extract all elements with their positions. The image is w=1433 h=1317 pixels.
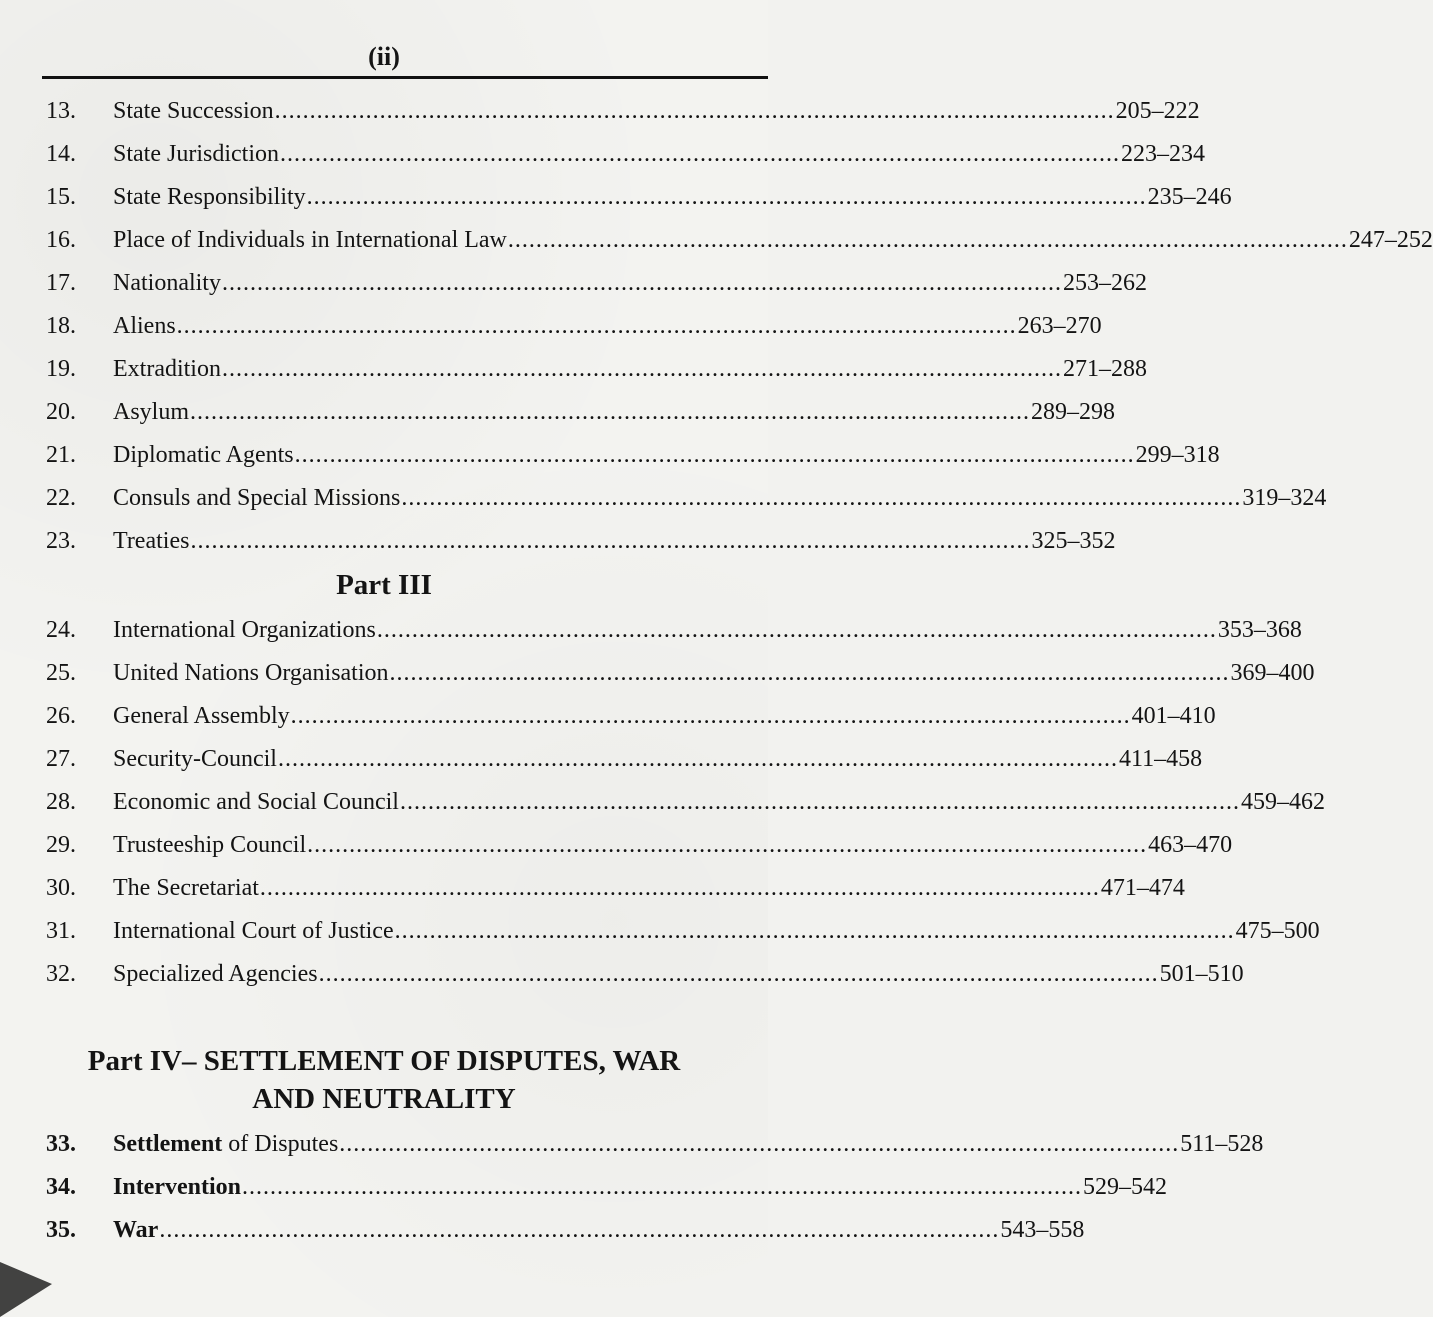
entry-title: Trusteeship Council xyxy=(113,832,307,858)
entry-pages: 253–262 xyxy=(1062,270,1147,296)
entry-number: 35. xyxy=(46,1217,76,1243)
dot-leader: ........................................................................................................................ xyxy=(339,1131,1180,1157)
toc-entry-35 xyxy=(0,1212,1085,1248)
entry-number: 22. xyxy=(46,485,76,511)
entry-title: Specialized Agencies xyxy=(113,961,318,987)
entry-title: Nationality xyxy=(113,270,221,296)
header-rule xyxy=(42,76,768,79)
entry-pages: 353–368 xyxy=(1217,617,1302,643)
part-4-heading-line-2: AND NEUTRALITY xyxy=(252,1083,516,1115)
dot-leader: ........................................................................................................................ xyxy=(399,789,1240,815)
entry-title: Treaties xyxy=(113,528,190,554)
entry-number: 24. xyxy=(46,617,76,643)
toc-entry-17 xyxy=(0,265,1147,301)
toc-entry-28 xyxy=(0,784,1325,820)
entry-title: International Organizations xyxy=(113,617,376,643)
entry-title: Aliens xyxy=(113,313,176,339)
page-corner-smudge xyxy=(0,1262,52,1317)
entry-pages: 235–246 xyxy=(1147,184,1232,210)
toc-entry-18 xyxy=(0,308,1102,344)
dot-leader: ........................................................................................................................ xyxy=(306,184,1147,210)
entry-number: 26. xyxy=(46,703,76,729)
dot-leader: ........................................................................................................................ xyxy=(389,660,1230,686)
entry-number: 30. xyxy=(46,875,76,901)
dot-leader: ........................................................................................................................ xyxy=(176,313,1017,339)
entry-pages: 411–458 xyxy=(1118,746,1203,772)
toc-entry-20 xyxy=(0,394,1116,430)
toc-entry-29 xyxy=(0,827,1233,863)
entry-pages: 223–234 xyxy=(1120,141,1205,167)
toc-entry-13 xyxy=(0,93,1200,129)
dot-leader: ........................................................................................................................ xyxy=(376,617,1217,643)
dot-leader: ........................................................................................................................ xyxy=(242,1174,1082,1200)
entry-pages: 369–400 xyxy=(1230,660,1315,686)
toc-entry-14 xyxy=(0,136,1205,172)
entry-pages: 471–474 xyxy=(1100,875,1185,901)
entry-title: Economic and Social Council xyxy=(113,789,399,815)
part-4-heading xyxy=(0,1042,768,1118)
entry-title xyxy=(113,1169,241,1205)
dot-leader: ........................................................................................................................ xyxy=(277,746,1118,772)
entry-title-rest: of Disputes xyxy=(222,1131,339,1157)
entry-pages: 289–298 xyxy=(1031,399,1116,425)
entry-number: 20. xyxy=(46,399,76,425)
entry-pages: 501–510 xyxy=(1159,961,1244,987)
entry-number: 34. xyxy=(46,1174,76,1200)
entry-title: The Secretariat xyxy=(113,875,259,901)
dot-leader: ........................................................................................................................ xyxy=(190,399,1031,425)
toc-entry-21 xyxy=(0,437,1220,473)
entry-pages: 401–410 xyxy=(1131,703,1216,729)
entry-pages: 247–252 xyxy=(1348,227,1433,253)
entry-pages: 271–288 xyxy=(1062,356,1147,382)
entry-number: 29. xyxy=(46,832,76,858)
entry-number: 14. xyxy=(46,141,76,167)
toc-entry-30 xyxy=(0,870,1185,906)
entry-title xyxy=(113,1126,338,1162)
entry-pages: 511–528 xyxy=(1180,1131,1264,1157)
entry-pages: 463–470 xyxy=(1148,832,1233,858)
entry-number: 28. xyxy=(46,789,76,815)
toc-entry-27 xyxy=(0,741,1203,777)
entry-pages: 299–318 xyxy=(1135,442,1220,468)
entry-title: Diplomatic Agents xyxy=(113,442,294,468)
dot-leader: ........................................................................................................................ xyxy=(279,141,1120,167)
entry-number: 13. xyxy=(46,98,76,124)
toc-entry-25 xyxy=(0,655,1315,691)
entry-title-bold: Settlement xyxy=(113,1131,223,1157)
entry-title: State Jurisdiction xyxy=(113,141,279,167)
entry-pages: 475–500 xyxy=(1235,918,1320,944)
entry-title: Extradition xyxy=(113,356,221,382)
entry-pages: 205–222 xyxy=(1115,98,1200,124)
entry-pages: 529–542 xyxy=(1083,1174,1167,1200)
entry-number: 33. xyxy=(46,1131,76,1157)
toc-entry-31 xyxy=(0,913,1320,949)
entry-number: 32. xyxy=(46,961,76,987)
dot-leader: ........................................................................................................................ xyxy=(294,442,1135,468)
toc-entry-22 xyxy=(0,480,1327,516)
entry-number: 31. xyxy=(46,918,76,944)
entry-title: State Responsibility xyxy=(113,184,306,210)
entry-number: 15. xyxy=(46,184,76,210)
entry-title: Place of Individuals in International Law xyxy=(113,227,507,253)
dot-leader: ........................................................................................................................ xyxy=(221,270,1062,296)
dot-leader: ........................................................................................................................ xyxy=(507,227,1348,253)
part-4-heading-line-1: Part IV– SETTLEMENT OF DISPUTES, WAR xyxy=(87,1045,681,1077)
entry-title: Consuls and Special Missions xyxy=(113,485,401,511)
entry-number: 19. xyxy=(46,356,76,382)
dot-leader: ........................................................................................................................ xyxy=(307,832,1148,858)
entry-number: 23. xyxy=(46,528,76,554)
entry-number: 16. xyxy=(46,227,76,253)
entry-number: 21. xyxy=(46,442,76,468)
page-number: (ii) xyxy=(368,42,400,71)
toc-entry-32 xyxy=(0,956,1244,992)
dot-leader: ........................................................................................................................ xyxy=(159,1217,1000,1243)
entry-pages: 263–270 xyxy=(1017,313,1102,339)
entry-title: Security-Council xyxy=(113,746,277,772)
entry-title xyxy=(113,1212,158,1248)
part-3-heading: Part III xyxy=(336,569,432,601)
entry-pages: 325–352 xyxy=(1031,528,1116,554)
entry-title: United Nations Organisation xyxy=(113,660,389,686)
dot-leader: ........................................................................................................................ xyxy=(259,875,1100,901)
entry-number: 17. xyxy=(46,270,76,296)
dot-leader: ........................................................................................................................ xyxy=(190,528,1031,554)
toc-entry-15 xyxy=(0,179,1232,215)
entry-title-bold: War xyxy=(113,1217,159,1243)
toc-entry-19 xyxy=(0,351,1147,387)
entry-number: 25. xyxy=(46,660,76,686)
dot-leader: ........................................................................................................................ xyxy=(318,961,1159,987)
toc-entry-16 xyxy=(0,222,1433,258)
entry-number: 27. xyxy=(46,746,76,772)
entry-pages: 319–324 xyxy=(1242,485,1327,511)
toc-entry-34 xyxy=(0,1169,1167,1205)
entry-pages: 543–558 xyxy=(1000,1217,1085,1243)
toc-entry-33 xyxy=(0,1126,1264,1162)
toc-entry-24 xyxy=(0,612,1302,648)
entry-pages: 459–462 xyxy=(1240,789,1325,815)
dot-leader: ........................................................................................................................ xyxy=(394,918,1235,944)
entry-title-bold: Intervention xyxy=(113,1174,241,1200)
entry-title: Asylum xyxy=(113,399,190,425)
entry-number: 18. xyxy=(46,313,76,339)
dot-leader: ........................................................................................................................ xyxy=(221,356,1062,382)
dot-leader: ........................................................................................................................ xyxy=(290,703,1131,729)
entry-title: International Court of Justice xyxy=(113,918,394,944)
dot-leader: ........................................................................................................................ xyxy=(401,485,1242,511)
entry-title: State Succession xyxy=(113,98,274,124)
dot-leader: ........................................................................................................................ xyxy=(274,98,1115,124)
entry-title: General Assembly xyxy=(113,703,290,729)
toc-entry-26 xyxy=(0,698,1216,734)
toc-entry-23 xyxy=(0,523,1116,559)
